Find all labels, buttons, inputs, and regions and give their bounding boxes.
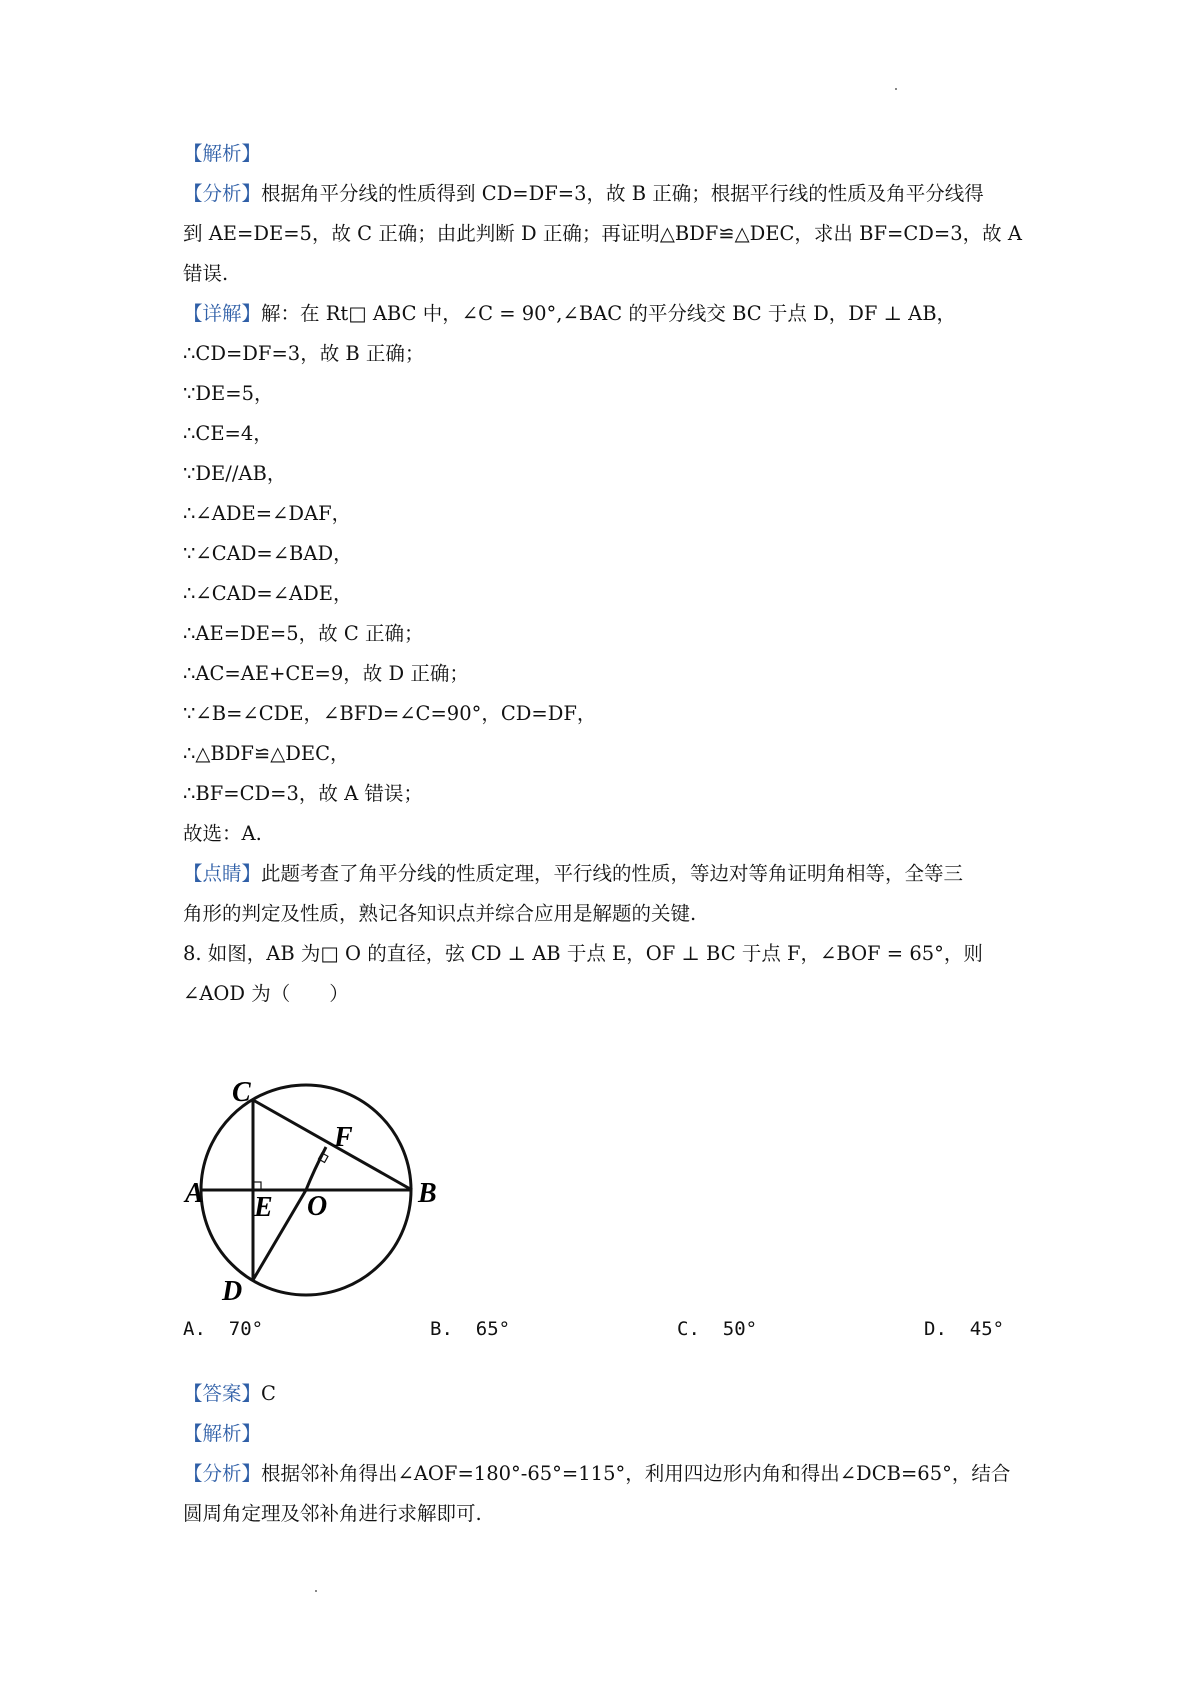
label-a: A	[185, 1178, 204, 1209]
q7-step: ∴CD=DF=3，故 B 正确；	[183, 342, 425, 365]
circle-geometry-figure	[180, 1075, 470, 1315]
scan-speck	[315, 1590, 317, 1592]
q7-step: ∵DE//AB，	[183, 462, 287, 485]
option-value: 50°	[722, 1318, 758, 1340]
label-b: B	[418, 1178, 437, 1209]
label-o: O	[307, 1191, 328, 1222]
q7-dianjing-line-1	[183, 860, 963, 888]
label-d: D	[222, 1276, 243, 1307]
chord-cb	[253, 1100, 412, 1190]
label-f: F	[334, 1122, 353, 1153]
label-c: C	[232, 1077, 251, 1108]
q7-step: ∴AC=AE+CE=9，故 D 正确；	[183, 662, 469, 685]
q7-step: ∴∠CAD=∠ADE，	[183, 582, 353, 605]
q8-analysis-text-1: 根据邻补角得出∠AOF=180°-65°=115°，利用四边形内角和得出∠DCB=65°，结合	[261, 1462, 1011, 1485]
q8-stem-line-2: ∠AOD 为（ ）	[183, 982, 349, 1005]
q7-analysis-text-1: 根据角平分线的性质得到 CD=DF=3，故 B 正确；根据平行线的性质及角平分线得	[261, 182, 984, 205]
q8-stem-line-1: 8. 如图，AB 为□ O 的直径，弦 CD ⊥ AB 于点 E，OF ⊥ BC 于点 F，∠BOF = 65°，则	[183, 942, 983, 965]
q7-detail-intro	[183, 300, 956, 328]
jiexi-heading: 【解析】	[183, 142, 262, 165]
option-letter: D.	[924, 1318, 947, 1340]
q8-analysis-line-1	[183, 1460, 1010, 1488]
q7-step: ∴AE=DE=5，故 C 正确；	[183, 622, 424, 645]
q8-analysis-line-2: 圆周角定理及邻补角进行求解即可.	[183, 1502, 482, 1525]
q7-step: ∵∠B=∠CDE，∠BFD=∠C=90°，CD=DF，	[183, 702, 597, 725]
q8-jiexi-heading: 【解析】	[183, 1422, 262, 1445]
xiangjie-tag: 【详解】	[183, 302, 262, 325]
q7-step: 故选：A.	[183, 822, 262, 845]
q7-step: ∴BF=CD=3，故 A 错误；	[183, 782, 423, 805]
q7-step: ∴△BDF≌△DEC，	[183, 742, 350, 765]
option-d	[924, 1318, 1004, 1340]
q7-detail-intro-text: 解：在 Rt□ ABC 中，∠C = 90°,∠BAC 的平分线交 BC 于点 D，DF ⊥ AB，	[261, 302, 957, 325]
q7-step: ∴CE=4，	[183, 422, 273, 445]
dianjing-tag: 【点睛】	[183, 862, 262, 885]
q8-answer-line	[183, 1380, 276, 1408]
option-letter: B.	[430, 1318, 453, 1340]
option-letter: C.	[677, 1318, 700, 1340]
option-c	[677, 1318, 757, 1340]
fenxi-tag: 【分析】	[183, 182, 262, 205]
option-letter: A.	[183, 1318, 206, 1340]
q7-step: ∵DE=5，	[183, 382, 274, 405]
label-e: E	[254, 1192, 273, 1223]
q7-step: ∵∠CAD=∠BAD，	[183, 542, 353, 565]
option-value: 70°	[228, 1318, 264, 1340]
q7-step: ∴∠ADE=∠DAF，	[183, 502, 352, 525]
option-b	[430, 1318, 510, 1340]
scan-speck	[895, 88, 897, 90]
option-a	[183, 1318, 263, 1340]
option-value: 65°	[475, 1318, 511, 1340]
answer-tag: 【答案】	[183, 1382, 262, 1405]
q7-analysis-line-1	[183, 180, 984, 208]
q7-analysis-line-3: 错误.	[183, 262, 229, 285]
q8-fenxi-tag: 【分析】	[183, 1462, 262, 1485]
q7-dianjing-text-1: 此题考查了角平分线的性质定理，平行线的性质，等边对等角证明角相等，全等三	[261, 862, 964, 885]
q8-answer-value: C	[261, 1382, 276, 1405]
q7-analysis-line-2: 到 AE=DE=5，故 C 正确；由此判断 D 正确；再证明△BDF≌△DEC，求出 BF=CD=3，故 A	[183, 222, 1022, 245]
option-value: 45°	[969, 1318, 1005, 1340]
q7-dianjing-line-2: 角形的判定及性质，熟记各知识点并综合应用是解题的关键.	[183, 902, 697, 925]
